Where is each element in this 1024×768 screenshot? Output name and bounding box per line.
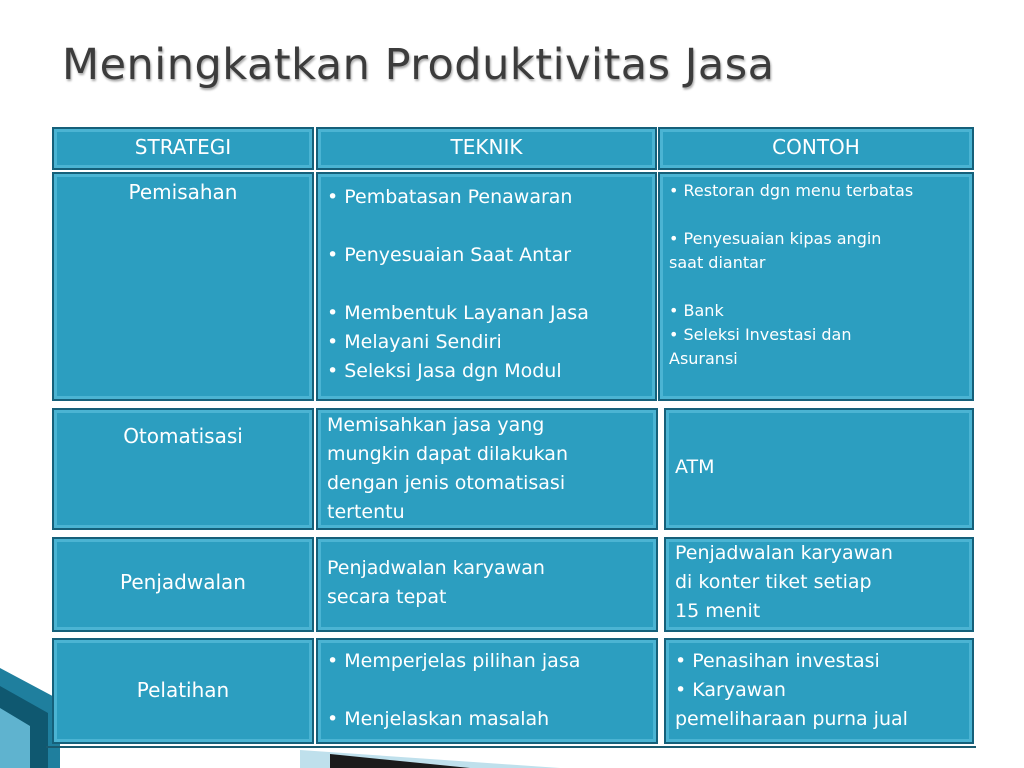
example-item: • Karyawan xyxy=(675,679,786,701)
technique-item: • Memperjelas pilihan jasa xyxy=(327,650,581,672)
example-item: • Bank xyxy=(669,301,724,320)
example-item: • Restoran dgn menu terbatas xyxy=(669,181,914,200)
technique-item: • Melayani Sendiri xyxy=(327,331,502,353)
technique-item: • Penyesuaian Saat Antar xyxy=(327,244,572,266)
technique-item: • Membentuk Layanan Jasa xyxy=(327,302,589,324)
example-cell-pelatihan xyxy=(664,638,974,744)
technique-line: dengan jenis otomatisasi xyxy=(327,472,566,494)
strategy-label: Pelatihan xyxy=(136,678,230,702)
example-item: pemeliharaan purna jual xyxy=(675,708,908,730)
header-contoh xyxy=(658,127,974,170)
technique-line: tertentu xyxy=(327,501,405,523)
strategy-cell-otomatisasi xyxy=(52,408,314,530)
strategy-cell-penjadwalan xyxy=(52,537,314,632)
header-teknik xyxy=(316,127,657,170)
example-cell-penjadwalan xyxy=(664,537,974,632)
technique-line: mungkin dapat dilakukan xyxy=(327,443,568,465)
technique-line: secara tepat xyxy=(327,586,447,608)
strategy-label: Otomatisasi xyxy=(123,424,243,448)
example-line: 15 menit xyxy=(675,600,761,622)
slide-title: Meningkatkan Produktivitas Jasa xyxy=(62,40,775,90)
technique-line: Penjadwalan karyawan xyxy=(327,557,545,579)
example-line: Penjadwalan karyawan xyxy=(675,542,893,564)
technique-cell-pemisahan xyxy=(316,172,657,401)
header-strategi xyxy=(52,127,314,170)
example-item: • Penyesuaian kipas angin xyxy=(669,229,882,248)
strategy-cell-pemisahan xyxy=(52,172,314,401)
header-contoh-label: CONTOH xyxy=(772,135,860,159)
table-bottom-rule xyxy=(46,746,976,748)
example-item: saat diantar xyxy=(669,253,766,272)
technique-cell-pelatihan xyxy=(316,638,658,744)
example-line: ATM xyxy=(675,456,715,478)
strategy-label: Pemisahan xyxy=(128,180,238,204)
example-item: • Penasihan investasi xyxy=(675,650,880,672)
technique-item: • Menjelaskan masalah xyxy=(327,708,550,730)
example-cell-pemisahan xyxy=(658,172,974,401)
technique-item: • Seleksi Jasa dgn Modul xyxy=(327,360,562,382)
technique-cell-penjadwalan xyxy=(316,537,658,632)
technique-item: • Pembatasan Penawaran xyxy=(327,186,573,208)
header-teknik-label: TEKNIK xyxy=(450,135,523,159)
example-item: • Seleksi Investasi dan xyxy=(669,325,852,344)
header-strategi-label: STRATEGI xyxy=(134,135,232,159)
technique-line: Memisahkan jasa yang xyxy=(327,414,545,436)
example-item: Asuransi xyxy=(669,349,738,368)
strategy-cell-pelatihan xyxy=(52,638,314,744)
example-line: di konter tiket setiap xyxy=(675,571,872,593)
strategy-label: Penjadwalan xyxy=(120,570,246,594)
technique-cell-otomatisasi xyxy=(316,408,658,530)
example-cell-otomatisasi xyxy=(664,408,974,530)
